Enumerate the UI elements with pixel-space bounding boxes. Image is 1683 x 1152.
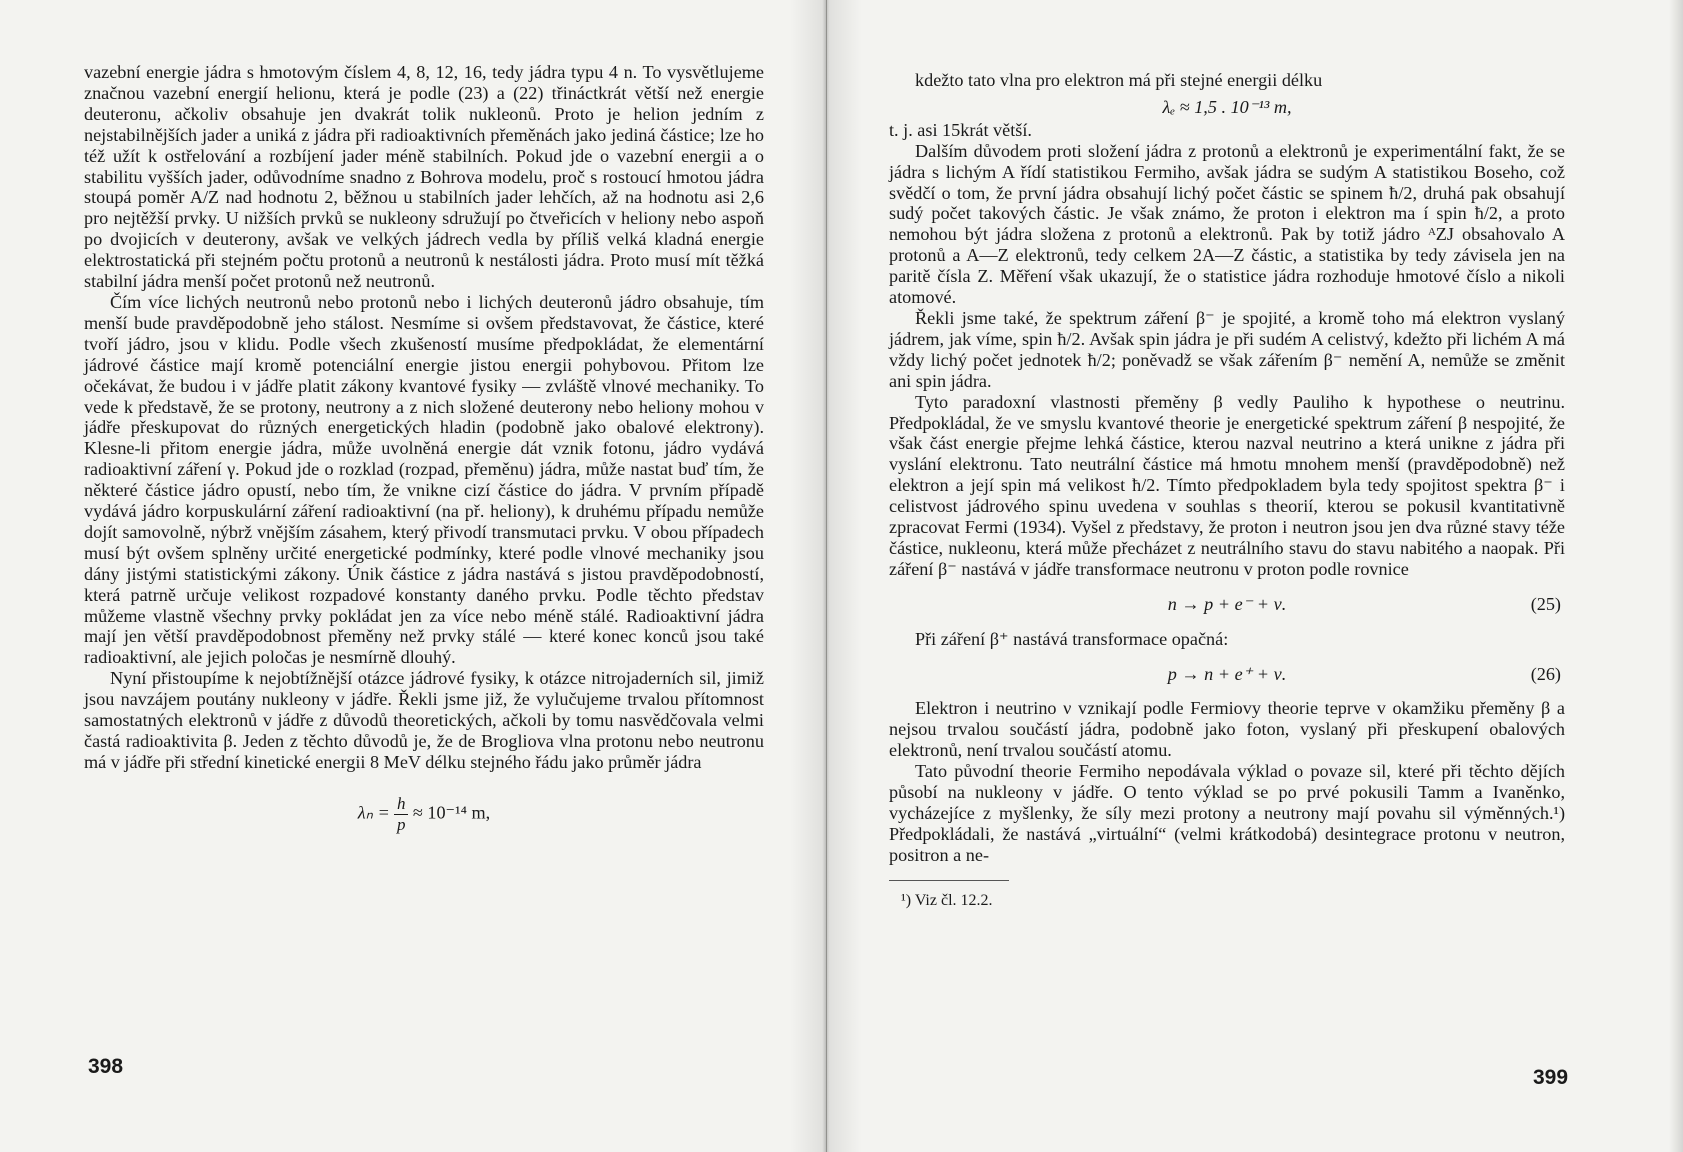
right-between-equations: Při záření β⁺ nastává transformace opačná: <box>915 628 1229 649</box>
equation-26 <box>889 664 1565 685</box>
book-gutter <box>790 0 862 1152</box>
equation-26-body: p → n + e⁺ + ν. <box>1167 663 1287 684</box>
equation-fraction <box>394 795 408 834</box>
page-edge-shadow <box>1669 0 1683 1152</box>
right-page <box>827 0 1683 1152</box>
equation-numerator: h <box>397 793 406 813</box>
right-paragraph-3: Tyto paradoxní vlastnosti přeměny β vedly Pauliho k hypothese o neutrinu. Předpokládal, že ve smyslu kvantové theorie je energetické spektrum záření β nespojité, že však část energie přejme lehká částice, kterou nazval neutrino a která unikne z jádra při vyslání elektronu. Tato neutrální částice má hmotu mnohem menší (pravděpodobně) než elektron a její spin má velikost ħ/2. Tímto předpokladem byla tedy spojitost spektra β⁻ i celistvost jádrového spinu uvedena v souhlas s theorií, kterou se pokusil kvantitativně zpracovat Fermi (1934). Vyšel z představy, že proton i neutron jsou jen dva různé stavy téže částice, nukleonu, která může přecházet z neutrálního stavu do stavu nabitého a naopak. Při záření β⁻ nastává v jádře transformace neutronu v proton podle rovnice <box>889 391 1565 579</box>
equation-25-number: (25) <box>1530 593 1561 614</box>
left-paragraph-1: vazební energie jádra s hmotovým číslem 4, 8, 12, 16, tedy jádra typu 4 n. To vysvětlujeme značnou vazební energií helionu, která je podle (23) a (22) třináctkrát větší než energie deuteronu, ačkoliv obsahuje jen dvakrát tolik nukleonů. Proto je helion jedním z nejstabilnějších jader a uniká z jádra při radioaktivních přeměnách jako jediná částice; lze ho též užít k ostřelování a rozbíjení jader méně stabilních. Pokud jde o vazební energii a o stabilitu vyšších jader, odůvodníme snadno z Bohrova modelu, proč s rostoucí hmotou jádra stoupá poměr A/Z nad hodnotu 2, běžnou u stabilních jader lehčích, až na hodnotu asi 2,6 pro nejtěžší prvky. U nižších prvků se nukleony sdružují po čtveřicích v heliony nebo aspoň po dvojicích v deuterony, avšak ve velkých jádrech vedla by příliš velká kladná energie elektrostatická při stejném počtu protonů a neutronů k nestálosti jádra. Proto musí mít těžká stabilní jádra menší počet protonů než neutronů. <box>84 62 764 292</box>
equation-lambda-e: λₑ ≈ 1,5 . 10⁻¹³ m, <box>1162 96 1292 117</box>
equation-rhs: ≈ 10⁻¹⁴ m, <box>412 802 491 823</box>
footnote-rule <box>889 880 1009 881</box>
equation-26-number: (26) <box>1530 663 1561 684</box>
footnote: ¹) Viz čl. 12.2. <box>901 891 993 909</box>
equation-25-body: n → p + e⁻ + ν. <box>1167 593 1287 614</box>
left-paragraph-3: Nyní přistoupíme k nejobtížnější otázce jádrové fysiky, k otázce nitrojaderních sil, jimiž jsou navzájem poutány nukleony v jádře. Řekli jsme již, že vylučujeme trvalou přítomnost samostatných elektronů v jádře z důvodů theoretických, ačkoli by tomu nasvědčovala velmi častá radioaktivita β. Jeden z těchto důvodů je, že de Brogliova vlna protonu nebo neutronu má v jádře při střední kinetické energii 8 MeV délku stejného řádu jako průměr jádra <box>84 668 764 772</box>
page-number-right: 399 <box>1533 1066 1569 1089</box>
page-number-left: 398 <box>88 1055 124 1078</box>
right-page-text <box>889 70 1565 912</box>
left-page <box>0 0 827 1152</box>
right-paragraph-2: Řekli jsme také, že spektrum záření β⁻ je spojité, a kromě toho má elektron vyslaný jádrem, jak víme, spin ħ/2. Avšak spin jádra je při sudém A celistvý, kdežto při lichém A má vždy lichý počet jednotek ħ/2; poněvadž se však zářením β⁻ nemění A, nemůže se změnit ani spin jádra. <box>889 307 1565 391</box>
equation-denominator: p <box>397 814 406 834</box>
left-page-text <box>84 62 764 844</box>
equation-lhs: λₙ = <box>357 802 390 823</box>
equation-lambda-n <box>84 795 764 834</box>
right-intro: kdežto tato vlna pro elektron má při stejné energii délku <box>915 70 1323 90</box>
right-paragraph-4: Elektron i neutrino ν vznikají podle Fermiovy theorie teprve v okamžiku přeměny β a nejsou trvalou součástí jádra, podobně jako foton, vyslaný při přeskupení obalových elektronů, není trvalou součástí atomu. <box>889 698 1565 761</box>
left-paragraph-2: Čím více lichých neutronů nebo protonů nebo i lichých deuteronů jádro obsahuje, tím menší bude pravděpodobně jeho stálost. Nesmíme si ovšem představovat, že částice, které tvoří jádro, jsou v klidu. Podle všech zkušeností musíme předpokládat, že elementární jádrové částice mají kromě potenciální energie jistou energii pohybovou. Přitom lze očekávat, že budou i v jádře platit zákony kvantové fysiky — zvláště vlnové mechaniky. To vede k představě, že se protony, neutrony a z nich složené deuterony nebo heliony mohou v jádře přeskupovat do různých energetických hladin (podobně jako obalové elektrony). Klesne-li přitom energie jádra, může uvolněná energie dát vznik fotonu, jádro vydává radioaktivní záření γ. Pokud jde o rozklad (rozpad, přeměnu) jádra, může nastat buď tím, že některé částice jádro opustí, nebo tím, že vnikne cizí částice do jádra. V prvním případě vydává jádro korpuskulární záření radioaktivní (na př. heliony), k druhému případu nemůže dojít samovolně, nýbrž vnějším zásahem, který přivodí transmutaci prvku. V obou případech musí být ovšem splněny určité energetické podmínky, které podle vlnové mechaniky jsou dány jistými statistickými zákony. Únik částice z jádra nastává s jistou pravděpodobností, která patrně určuje velikost rozpadové konstanty daného prvku. Podle těchto představ můžeme vlastně všechny prvky pokládat jen za více nebo méně stálé. Radioaktivní jádra mají jen větší pravděpodobnost přeměny než prvky stálé — které konec konců jsou také radioaktivní, ale jejich poločas je nesmírně dlouhý. <box>84 291 764 668</box>
right-paragraph-1: Dalším důvodem proti složení jádra z protonů a elektronů je experimentální fakt, že se jádra s lichým A řídí statistikou Fermiho, avšak jádra se sudým A statistikou Boseho, což svědčí o tom, že první jádra obsahují lichý počet částic se spinem ħ/2, druhá pak obsahují sudý počet takových částic. Je však známo, že proton i elektron ma í spin ħ/2, a proto nemohou být jádra složena z protonů a elektronů. Pak by totiž jádro ᴬZJ obsahovalo A protonů a A—Z elektronů, tedy celkem 2A—Z částic, a statistika by tedy závisela jen na paritě čísla Z. Měření však ukazují, že o statistice jádra rozhoduje hmotové číslo a nikoli atomové. <box>889 140 1565 308</box>
right-after-equation: t. j. asi 15krát větší. <box>889 119 1032 140</box>
right-paragraph-5: Tato původní theorie Fermiho nepodávala výklad o povaze sil, které při těchto dějích působí na nukleony v jádře. O tento výklad se po prvé pokusili Tamm a Ivaněnko, vycházejíce z myšlenky, že síly mezi protony a neutrony mají povahu sil výměnných.¹) Předpokládali, že nastává „virtuální“ (velmi krátkodobá) desintegrace protonu v neutron, positron a ne- <box>889 761 1565 865</box>
equation-25 <box>889 594 1565 615</box>
